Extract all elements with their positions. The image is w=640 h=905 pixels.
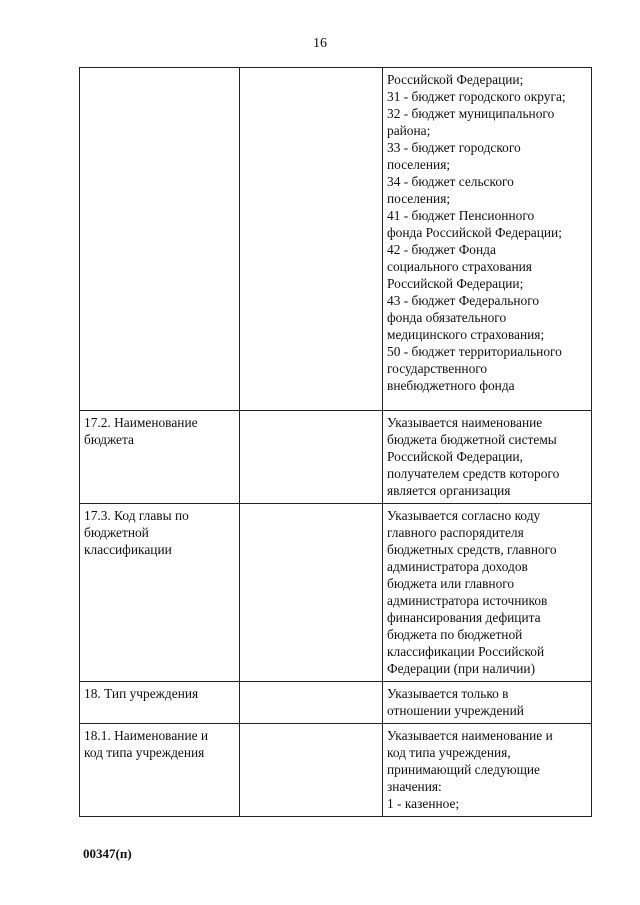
field-value-cell bbox=[240, 411, 383, 504]
table-row bbox=[80, 68, 592, 411]
description-line: района; bbox=[387, 123, 431, 138]
description-line: 41 - бюджет Пенсионного bbox=[387, 208, 535, 223]
table-row bbox=[80, 682, 592, 724]
field-name-line: бюджетной bbox=[84, 525, 149, 540]
description-line: поселения; bbox=[387, 191, 451, 206]
description-line: Российской Федерации, bbox=[387, 449, 523, 464]
description-line: бюджетных средств, главного bbox=[387, 542, 557, 557]
description-line: бюджета по бюджетной bbox=[387, 627, 523, 642]
page-number: 16 bbox=[313, 36, 327, 51]
description-line: социального страхования bbox=[387, 259, 532, 274]
description-line: поселения; bbox=[387, 157, 451, 172]
field-name-line: 17.2. Наименование bbox=[84, 415, 198, 430]
description-line: 33 - бюджет городского bbox=[387, 140, 521, 155]
description-line: классификации Российской bbox=[387, 644, 545, 659]
description-line: значения: bbox=[387, 779, 442, 794]
description-line: 34 - бюджет сельского bbox=[387, 174, 514, 189]
description-line: 32 - бюджет муниципального bbox=[387, 106, 555, 121]
table-row bbox=[80, 724, 592, 817]
description-line: бюджета бюджетной системы bbox=[387, 432, 557, 447]
requisites-table bbox=[79, 67, 592, 817]
field-value-cell bbox=[240, 682, 383, 724]
description-line: главного распорядителя bbox=[387, 525, 524, 540]
field-description-cell bbox=[383, 724, 592, 817]
field-name-line: бюджета bbox=[84, 432, 134, 447]
description-line: является организация bbox=[387, 483, 511, 498]
description-line: Указывается наименование и bbox=[387, 728, 553, 743]
description-line: бюджета или главного bbox=[387, 576, 515, 591]
description-line: Федерации (при наличии) bbox=[387, 661, 536, 676]
field-name-line: классификации bbox=[84, 542, 172, 557]
description-line: 1 - казенное; bbox=[387, 796, 460, 811]
description-line: отношении учреждений bbox=[387, 703, 524, 718]
field-description-cell bbox=[383, 682, 592, 724]
description-line: получателем средств которого bbox=[387, 466, 560, 481]
description-line: код типа учреждения, bbox=[387, 745, 511, 760]
description-line: Указывается наименование bbox=[387, 415, 543, 430]
field-name-cell bbox=[80, 504, 240, 682]
description-line: фонда Российской Федерации; bbox=[387, 225, 562, 240]
description-line: принимающий следующие bbox=[387, 762, 541, 777]
description-line: 50 - бюджет территориального bbox=[387, 344, 562, 359]
table-row bbox=[80, 504, 592, 682]
description-line: внебюджетного фонда bbox=[387, 378, 515, 393]
description-line: медицинского страхования; bbox=[387, 327, 545, 342]
description-line: администратора доходов bbox=[387, 559, 528, 574]
field-description-cell bbox=[383, 504, 592, 682]
description-line: 31 - бюджет городского округа; bbox=[387, 89, 566, 104]
field-value-cell bbox=[240, 504, 383, 682]
field-name-line: 17.3. Код главы по bbox=[84, 508, 189, 523]
description-line: Указывается согласно коду bbox=[387, 508, 541, 523]
table-row bbox=[80, 411, 592, 504]
description-line: Указывается только в bbox=[387, 686, 509, 701]
field-value-cell bbox=[240, 724, 383, 817]
description-line: государственного bbox=[387, 361, 488, 376]
description-line: финансирования дефицита bbox=[387, 610, 541, 625]
field-description-cell bbox=[383, 411, 592, 504]
field-name-line: 18. Тип учреждения bbox=[84, 686, 199, 701]
field-name-cell bbox=[80, 68, 240, 411]
description-line: администратора источников bbox=[387, 593, 548, 608]
field-name-cell bbox=[80, 682, 240, 724]
description-line: 43 - бюджет Федерального bbox=[387, 293, 540, 308]
field-description-cell bbox=[383, 68, 592, 411]
field-name-cell bbox=[80, 724, 240, 817]
field-name-line: код типа учреждения bbox=[84, 745, 205, 760]
document-code: 00347(п) bbox=[83, 846, 132, 861]
description-line: фонда обязательного bbox=[387, 310, 507, 325]
description-line: Российской Федерации; bbox=[387, 276, 524, 291]
field-name-cell bbox=[80, 411, 240, 504]
field-value-cell bbox=[240, 68, 383, 411]
field-name-line: 18.1. Наименование и bbox=[84, 728, 209, 743]
description-line: 42 - бюджет Фонда bbox=[387, 242, 496, 257]
description-line: Российской Федерации; bbox=[387, 72, 524, 87]
